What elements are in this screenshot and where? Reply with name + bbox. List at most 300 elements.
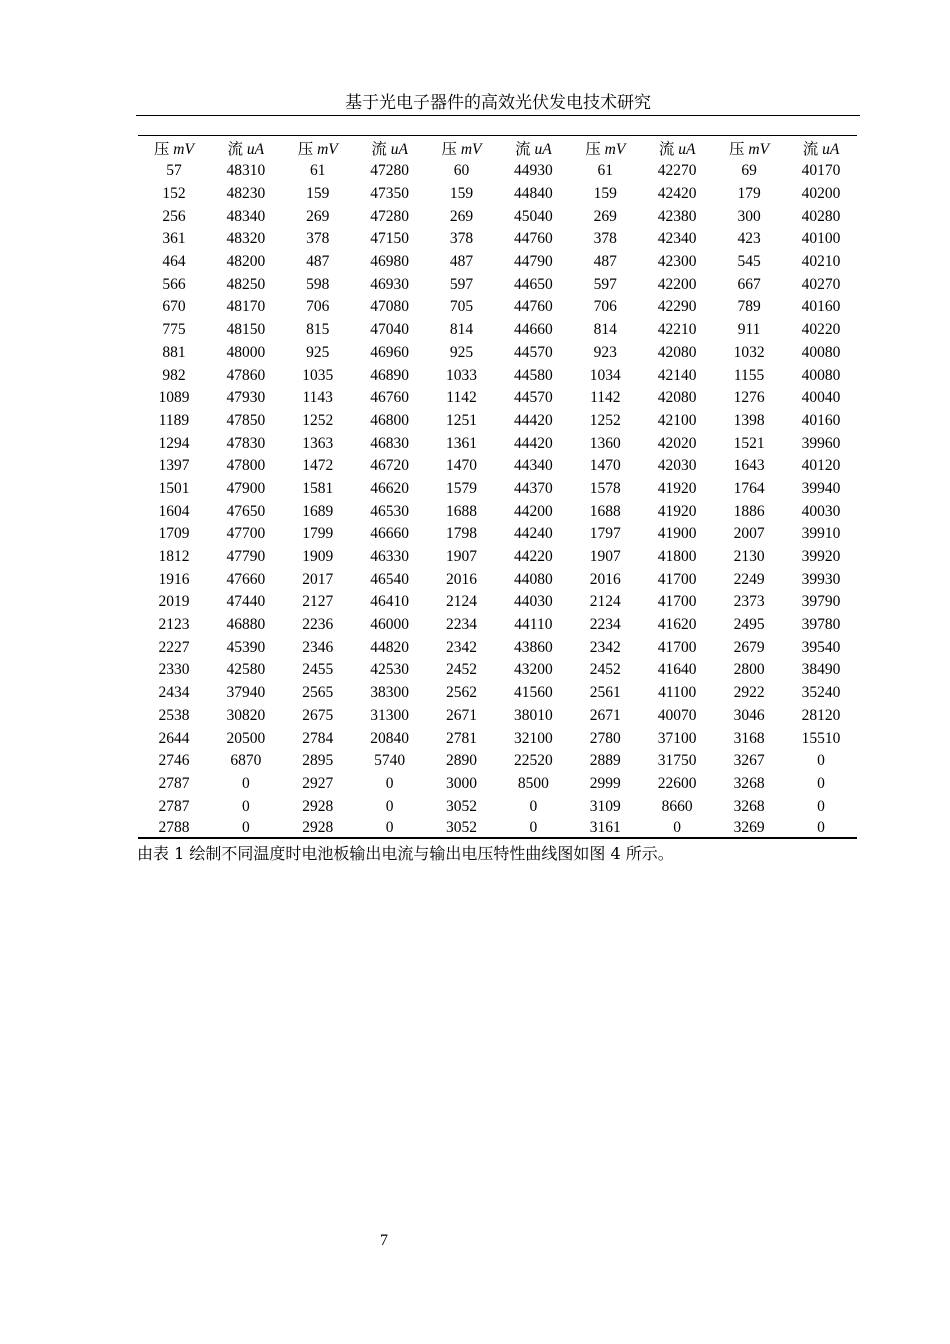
voltage-cell: 1155	[733, 366, 765, 384]
current-cell: 42290	[657, 298, 697, 316]
current-cell: 39790	[801, 593, 841, 611]
voltage-cell: 2538	[158, 706, 190, 724]
voltage-cell: 159	[593, 185, 617, 203]
current-cell: 44570	[514, 343, 553, 361]
voltage-cell: 1579	[446, 479, 477, 497]
column-header-unit: uA	[678, 141, 696, 158]
voltage-cell: 1799	[302, 525, 334, 543]
voltage-cell: 2562	[446, 684, 477, 702]
current-cell: 40030	[801, 502, 841, 520]
current-cell: 46530	[370, 502, 409, 520]
voltage-cell: 1688	[446, 502, 477, 520]
current-cell: 47040	[370, 321, 409, 339]
current-cell: 39960	[801, 434, 841, 452]
current-cell: 40080	[801, 343, 841, 361]
current-cell: 42200	[657, 275, 697, 293]
current-cell: 0	[385, 774, 394, 792]
table-row	[138, 727, 857, 750]
voltage-cell: 300	[737, 207, 761, 225]
voltage-cell: 3268	[733, 774, 765, 792]
voltage-cell: 1360	[589, 434, 621, 452]
voltage-cell: 2434	[158, 684, 190, 702]
voltage-cell: 423	[737, 230, 761, 248]
current-cell: 40070	[657, 706, 697, 724]
current-cell: 42080	[657, 389, 697, 407]
voltage-cell: 464	[162, 253, 186, 271]
current-cell: 44650	[514, 275, 553, 293]
current-cell: 44240	[514, 525, 553, 543]
table-row	[138, 773, 857, 796]
current-cell: 47150	[370, 230, 409, 248]
current-cell: 44340	[514, 457, 553, 475]
current-cell: 48230	[226, 185, 266, 203]
current-cell: 39930	[801, 570, 841, 588]
voltage-cell: 269	[449, 207, 474, 225]
current-cell: 0	[817, 752, 825, 770]
current-cell: 41640	[657, 661, 697, 679]
table-row	[138, 591, 857, 614]
voltage-cell: 3267	[733, 752, 765, 770]
current-cell: 42580	[226, 661, 266, 679]
current-cell: 8660	[661, 797, 693, 815]
current-cell: 40170	[801, 162, 841, 180]
table-row	[138, 455, 857, 478]
current-cell: 47930	[226, 389, 266, 407]
current-cell: 44200	[514, 502, 553, 520]
current-cell: 42100	[657, 411, 697, 429]
voltage-cell: 2236	[302, 616, 334, 634]
voltage-cell: 1798	[446, 525, 477, 543]
current-cell: 40160	[801, 411, 841, 429]
voltage-cell: 925	[306, 343, 330, 361]
voltage-cell: 2016	[446, 570, 477, 588]
column-header-unit: mV	[317, 141, 338, 158]
current-cell: 48340	[226, 207, 266, 225]
voltage-cell: 1907	[589, 548, 621, 566]
current-cell: 46880	[226, 616, 266, 634]
voltage-cell: 2928	[302, 818, 334, 836]
column-header-unit: mV	[604, 141, 626, 158]
current-cell: 47280	[370, 162, 409, 180]
current-cell: 42140	[657, 366, 697, 384]
current-cell: 46330	[370, 548, 409, 566]
voltage-cell: 1688	[589, 502, 621, 520]
voltage-cell: 923	[593, 343, 617, 361]
current-cell: 38010	[514, 706, 553, 724]
current-cell: 5740	[374, 752, 406, 770]
table-row	[138, 659, 857, 682]
voltage-cell: 1142	[446, 389, 477, 407]
current-cell: 41900	[657, 525, 697, 543]
current-cell: 41700	[657, 570, 697, 588]
current-cell: 41560	[514, 684, 553, 702]
table-row	[138, 205, 857, 228]
table-row	[138, 342, 857, 365]
voltage-cell: 775	[162, 321, 186, 339]
voltage-cell: 361	[162, 230, 186, 248]
table-row	[138, 228, 857, 251]
voltage-cell: 1689	[302, 502, 334, 520]
current-cell: 40220	[801, 321, 841, 339]
column-header	[569, 136, 641, 161]
voltage-cell: 487	[449, 253, 474, 271]
voltage-cell: 670	[162, 298, 186, 316]
voltage-cell: 378	[306, 230, 330, 248]
voltage-cell: 3161	[589, 818, 621, 836]
table-row	[138, 750, 857, 773]
column-header	[210, 136, 282, 161]
voltage-cell: 3109	[589, 797, 621, 815]
current-cell: 38300	[370, 684, 409, 702]
current-cell: 44080	[514, 570, 553, 588]
current-cell: 47800	[226, 457, 266, 475]
current-cell: 41800	[657, 548, 697, 566]
current-cell: 45390	[226, 638, 266, 656]
voltage-cell: 2019	[158, 593, 190, 611]
voltage-cell: 1764	[733, 479, 765, 497]
current-cell: 48170	[226, 298, 266, 316]
voltage-cell: 69	[741, 162, 757, 180]
voltage-cell: 2784	[302, 729, 334, 747]
table-row	[138, 410, 857, 433]
current-cell: 44570	[514, 389, 553, 407]
voltage-cell: 2928	[302, 797, 334, 815]
current-cell: 48320	[226, 230, 266, 248]
column-header-label: 压	[585, 141, 601, 158]
voltage-cell: 3052	[446, 797, 477, 815]
current-cell: 37100	[657, 729, 697, 747]
table-header-row	[138, 136, 857, 161]
current-cell: 47280	[370, 207, 409, 225]
voltage-cell: 2679	[733, 638, 765, 656]
voltage-cell: 2342	[446, 638, 477, 656]
current-cell: 35240	[801, 684, 841, 702]
voltage-cell: 1252	[589, 411, 621, 429]
voltage-cell: 597	[593, 275, 617, 293]
current-cell: 42080	[657, 343, 697, 361]
voltage-cell: 2017	[302, 570, 334, 588]
column-header-label: 流	[802, 141, 819, 158]
body-paragraph: 由表 1 绘制不同温度时电池板输出电流与输出电压特性曲线图如图 4 所示。	[137, 844, 674, 863]
voltage-cell: 598	[306, 275, 330, 293]
voltage-cell: 3268	[733, 797, 765, 815]
current-cell: 46960	[370, 343, 409, 361]
current-cell: 22520	[514, 752, 553, 770]
current-cell: 20840	[370, 729, 409, 747]
iv-data-table	[138, 135, 857, 839]
voltage-cell: 706	[593, 298, 617, 316]
voltage-cell: 881	[162, 343, 186, 361]
current-cell: 0	[529, 797, 538, 815]
voltage-cell: 2124	[446, 593, 477, 611]
current-cell: 47660	[226, 570, 266, 588]
voltage-cell: 2671	[589, 706, 621, 724]
table-row	[138, 818, 857, 838]
current-cell: 47700	[226, 525, 266, 543]
column-header	[785, 136, 857, 161]
voltage-cell: 1251	[446, 411, 477, 429]
current-cell: 41920	[657, 479, 697, 497]
current-cell: 48250	[226, 275, 266, 293]
column-header-unit: mV	[173, 141, 194, 158]
voltage-cell: 1578	[589, 479, 621, 497]
voltage-cell: 705	[449, 298, 474, 316]
voltage-cell: 2890	[446, 752, 477, 770]
current-cell: 40270	[801, 275, 841, 293]
current-cell: 46620	[370, 479, 409, 497]
table-row	[138, 319, 857, 342]
current-cell: 41920	[657, 502, 697, 520]
table-row	[138, 546, 857, 569]
current-cell: 47350	[370, 185, 409, 203]
voltage-cell: 1709	[158, 525, 190, 543]
current-cell: 0	[817, 774, 825, 792]
current-cell: 44030	[514, 593, 553, 611]
voltage-cell: 1143	[302, 389, 333, 407]
voltage-cell: 269	[593, 207, 617, 225]
current-cell: 28120	[801, 706, 841, 724]
voltage-cell: 1812	[158, 548, 190, 566]
current-cell: 22600	[657, 774, 697, 792]
voltage-cell: 982	[162, 366, 186, 384]
voltage-cell: 2234	[446, 616, 477, 634]
voltage-cell: 815	[306, 321, 330, 339]
current-cell: 44580	[514, 366, 553, 384]
voltage-cell: 1363	[302, 434, 334, 452]
voltage-cell: 2452	[446, 661, 477, 679]
current-cell: 40210	[801, 253, 841, 271]
column-header	[354, 136, 426, 161]
voltage-cell: 378	[449, 230, 474, 248]
current-cell: 39940	[801, 479, 841, 497]
current-cell: 0	[529, 818, 538, 836]
voltage-cell: 597	[449, 275, 474, 293]
voltage-cell: 256	[162, 207, 186, 225]
column-header	[426, 136, 498, 161]
voltage-cell: 2124	[589, 593, 621, 611]
voltage-cell: 2227	[158, 638, 190, 656]
voltage-cell: 152	[162, 185, 186, 203]
voltage-cell: 2455	[302, 661, 334, 679]
current-cell: 40040	[801, 389, 841, 407]
column-header-unit: mV	[460, 141, 482, 158]
voltage-cell: 2495	[733, 616, 765, 634]
voltage-cell: 378	[593, 230, 617, 248]
current-cell: 0	[385, 797, 394, 815]
current-cell: 42030	[657, 457, 697, 475]
voltage-cell: 1604	[158, 502, 190, 520]
column-header-unit: uA	[822, 141, 840, 158]
current-cell: 44220	[514, 548, 553, 566]
table-row	[138, 682, 857, 705]
current-cell: 0	[673, 818, 682, 836]
voltage-cell: 3269	[733, 818, 765, 836]
voltage-cell: 1907	[446, 548, 477, 566]
table-row	[138, 432, 857, 455]
voltage-cell: 159	[306, 185, 330, 203]
current-cell: 42270	[657, 162, 697, 180]
voltage-cell: 911	[737, 321, 761, 339]
voltage-cell: 2671	[446, 706, 477, 724]
voltage-cell: 61	[597, 162, 614, 180]
voltage-cell: 2342	[589, 638, 621, 656]
voltage-cell: 925	[449, 343, 474, 361]
column-header-label: 压	[441, 141, 457, 158]
current-cell: 41700	[657, 593, 697, 611]
voltage-cell: 2999	[589, 774, 621, 792]
voltage-cell: 1909	[302, 548, 334, 566]
current-cell: 0	[817, 797, 825, 815]
current-cell: 39920	[801, 548, 841, 566]
column-header	[138, 136, 210, 161]
voltage-cell: 2130	[733, 548, 765, 566]
current-cell: 40200	[801, 185, 841, 203]
voltage-cell: 60	[453, 162, 470, 180]
current-cell: 31750	[657, 752, 697, 770]
current-cell: 32100	[514, 729, 553, 747]
voltage-cell: 3046	[733, 706, 765, 724]
voltage-cell: 1521	[733, 434, 765, 452]
current-cell: 44370	[514, 479, 553, 497]
current-cell: 46660	[370, 525, 409, 543]
table-row	[138, 795, 857, 818]
voltage-cell: 1294	[158, 434, 190, 452]
current-cell: 46000	[370, 616, 409, 634]
current-cell: 47440	[226, 593, 266, 611]
column-header-label: 压	[297, 141, 314, 158]
voltage-cell: 1470	[446, 457, 477, 475]
table-row	[138, 614, 857, 637]
current-cell: 42210	[657, 321, 697, 339]
current-cell: 42420	[657, 185, 697, 203]
current-cell: 44110	[514, 616, 553, 634]
column-header-label: 压	[729, 141, 745, 158]
current-cell: 44790	[514, 253, 553, 271]
voltage-cell: 2007	[733, 525, 765, 543]
voltage-cell: 3168	[733, 729, 765, 747]
current-cell: 39540	[801, 638, 841, 656]
table-row	[138, 296, 857, 319]
current-cell: 46800	[370, 411, 409, 429]
current-cell: 42020	[657, 434, 697, 452]
column-header	[497, 136, 569, 161]
current-cell: 46830	[370, 434, 409, 452]
voltage-cell: 2927	[302, 774, 334, 792]
current-cell: 38490	[801, 661, 841, 679]
voltage-cell: 1472	[302, 457, 334, 475]
current-cell: 42380	[657, 207, 697, 225]
voltage-cell: 2675	[302, 706, 334, 724]
voltage-cell: 1397	[158, 457, 190, 475]
column-header	[282, 136, 354, 161]
voltage-cell: 2787	[158, 797, 190, 815]
current-cell: 0	[241, 774, 250, 792]
column-header-label: 流	[371, 141, 387, 158]
voltage-cell: 2561	[589, 684, 621, 702]
table-row	[138, 478, 857, 501]
current-cell: 31300	[370, 706, 409, 724]
page-number: 7	[380, 1232, 388, 1249]
voltage-cell: 2234	[589, 616, 621, 634]
current-cell: 46540	[370, 570, 409, 588]
table-row	[138, 251, 857, 274]
current-cell: 47850	[226, 411, 266, 429]
current-cell: 44420	[514, 411, 553, 429]
current-cell: 47860	[226, 366, 266, 384]
voltage-cell: 2787	[158, 774, 190, 792]
current-cell: 41100	[658, 684, 697, 702]
table-row	[138, 273, 857, 296]
current-cell: 44760	[514, 230, 553, 248]
current-cell: 48310	[226, 162, 266, 180]
current-cell: 46980	[370, 253, 409, 271]
table-row	[138, 183, 857, 206]
current-cell: 0	[241, 818, 250, 836]
table-body	[138, 160, 857, 838]
voltage-cell: 1797	[589, 525, 621, 543]
column-header-unit: uA	[246, 141, 265, 158]
current-cell: 0	[817, 818, 825, 836]
voltage-cell: 2346	[302, 638, 334, 656]
voltage-cell: 2644	[158, 729, 190, 747]
current-cell: 46410	[370, 593, 409, 611]
voltage-cell: 3052	[446, 818, 477, 836]
voltage-cell: 706	[306, 298, 330, 316]
voltage-cell: 1581	[302, 479, 334, 497]
column-header-label: 流	[515, 141, 531, 158]
current-cell: 41700	[657, 638, 697, 656]
voltage-cell: 1916	[158, 570, 190, 588]
column-header-unit: uA	[534, 141, 552, 158]
column-header-label: 压	[153, 141, 170, 158]
voltage-cell: 1501	[158, 479, 190, 497]
voltage-cell: 2330	[158, 661, 190, 679]
voltage-cell: 2889	[589, 752, 621, 770]
current-cell: 40280	[801, 207, 841, 225]
column-header	[641, 136, 713, 161]
table-row	[138, 160, 857, 183]
voltage-cell: 2373	[733, 593, 765, 611]
current-cell: 44840	[514, 185, 553, 203]
voltage-cell: 269	[306, 207, 330, 225]
voltage-cell: 566	[162, 275, 186, 293]
column-header	[713, 136, 785, 161]
voltage-cell: 1034	[589, 366, 621, 384]
current-cell: 46760	[370, 389, 409, 407]
voltage-cell: 814	[593, 321, 617, 339]
voltage-cell: 2016	[589, 570, 621, 588]
current-cell: 43860	[514, 638, 553, 656]
current-cell: 48200	[226, 253, 266, 271]
running-header: 基于光电子器件的高效光伏发电技术研究	[136, 92, 860, 116]
column-header-unit: uA	[390, 141, 408, 158]
voltage-cell: 1089	[158, 389, 190, 407]
voltage-cell: 2452	[589, 661, 621, 679]
voltage-cell: 667	[737, 275, 761, 293]
current-cell: 47080	[370, 298, 409, 316]
column-header-label: 流	[227, 141, 244, 158]
voltage-cell: 1276	[733, 389, 765, 407]
voltage-cell: 789	[737, 298, 761, 316]
current-cell: 42340	[657, 230, 697, 248]
voltage-cell: 1643	[733, 457, 765, 475]
current-cell: 44660	[514, 321, 553, 339]
table-row	[138, 523, 857, 546]
current-cell: 46720	[370, 457, 409, 475]
column-header-label: 流	[658, 141, 675, 158]
current-cell: 6870	[230, 752, 262, 770]
current-cell: 40100	[801, 230, 841, 248]
